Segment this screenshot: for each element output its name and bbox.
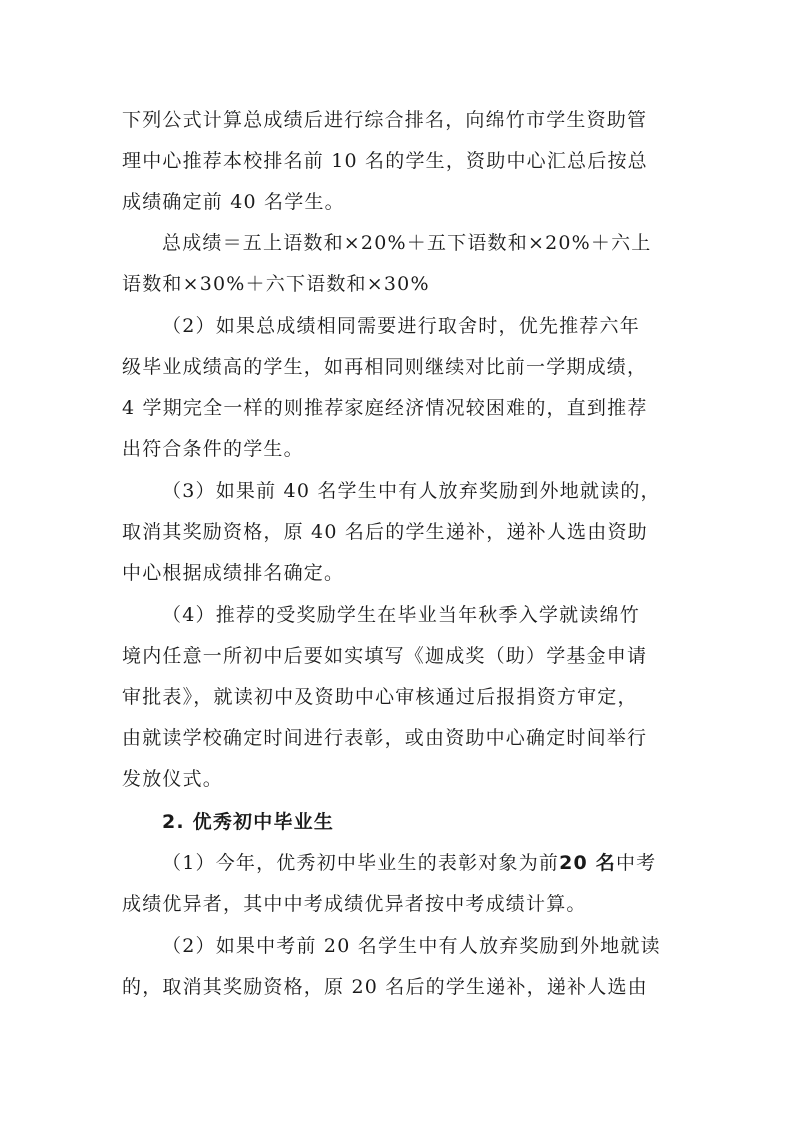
text-line: 发放仪式。	[122, 768, 224, 790]
paragraph-start: （2）如果中考前 20 名学生中有人放弃奖励到外地就读	[162, 935, 661, 957]
formula-line: 总成绩＝五上语数和×20%＋五下语数和×20%＋六上	[162, 232, 652, 254]
paragraph-start	[162, 849, 682, 877]
paragraph-start: （4）推荐的受奖励学生在毕业当年秋季入学就读绵竹	[162, 604, 640, 626]
text-line: 成绩确定前 40 名学生。	[122, 191, 345, 213]
section-heading: 2. 优秀初中毕业生	[162, 811, 335, 833]
text-line: 由就读学校确定时间进行表彰，或由资助中心确定时间举行	[122, 727, 648, 749]
paragraph-start: （2）如果总成绩相同需要进行取舍时，优先推荐六年	[162, 315, 640, 337]
text-line: 级毕业成绩高的学生，如再相同则继续对比前一学期成绩，	[122, 356, 648, 378]
bold-emphasis: 20 名	[559, 852, 616, 874]
formula-line: 语数和×30%＋六下语数和×30%	[122, 273, 430, 295]
text-segment: 中考	[615, 852, 657, 874]
text-line: 中心根据成绩排名确定。	[122, 562, 345, 584]
text-line: 取消其奖励资格，原 40 名后的学生递补，递补人选由资助	[122, 521, 648, 543]
text-line: 成绩优异者，其中中考成绩优异者按中考成绩计算。	[122, 893, 587, 915]
text-segment: （1）今年，优秀初中毕业生的表彰对象为前	[162, 852, 560, 874]
text-line: 审批表》，就读初中及资助中心审核通过后报捐资方审定，	[122, 686, 638, 708]
text-line: 的，取消其奖励资格，原 20 名后的学生递补，递补人选由	[122, 976, 648, 998]
paragraph-start: （3）如果前 40 名学生中有人放弃奖励到外地就读的，	[162, 480, 661, 502]
text-line: 出符合条件的学生。	[122, 438, 304, 460]
text-line: 下列公式计算总成绩后进行综合排名，向绵竹市学生资助管	[122, 109, 648, 131]
text-line: 4 学期完全一样的则推荐家庭经济情况较困难的，直到推荐	[122, 397, 648, 419]
text-line: 境内任意一所初中后要如实填写《迦成奖（助）学基金申请	[122, 645, 648, 667]
text-line: 理中心推荐本校排名前 10 名的学生，资助中心汇总后按总	[122, 150, 648, 172]
